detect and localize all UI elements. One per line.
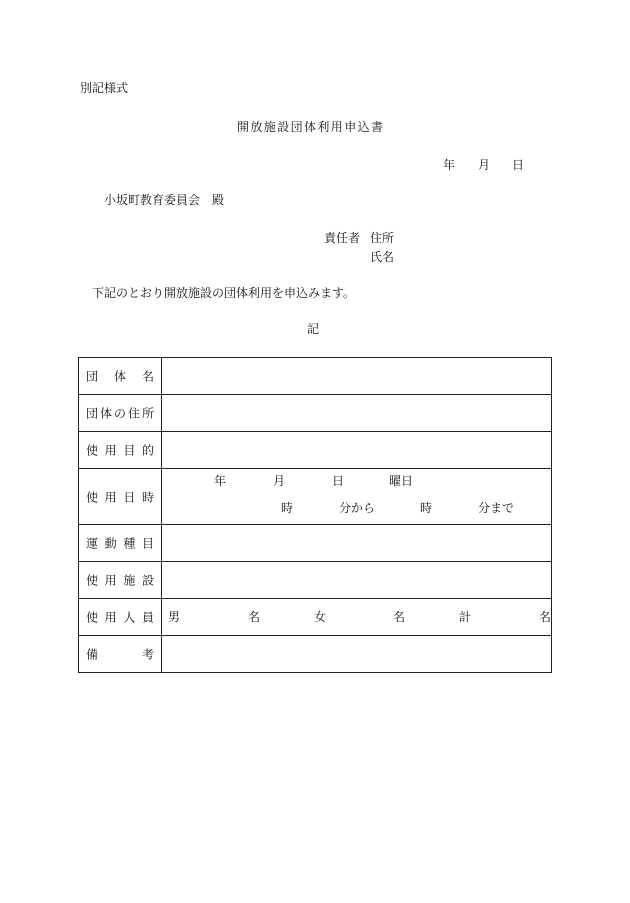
- field-datetime[interactable]: [162, 469, 552, 525]
- label-char: 日: [123, 490, 136, 504]
- label-char: 人: [123, 610, 136, 625]
- row-org-address: [79, 395, 552, 432]
- dt-hour-to: 時: [420, 501, 433, 515]
- row-org-name: [79, 358, 552, 395]
- field-purpose[interactable]: [162, 432, 552, 469]
- label-char: 所: [141, 406, 154, 421]
- label-char: 備: [86, 647, 99, 662]
- row-sport: [79, 525, 552, 562]
- label-char: 運: [86, 536, 99, 551]
- statement: 下記のとおり開放施設の団体利用を申込みます。: [92, 286, 356, 300]
- hc-total: 計: [459, 610, 472, 624]
- label-char: 用: [104, 573, 117, 588]
- date-month: 月: [478, 158, 491, 172]
- field-facility[interactable]: [162, 562, 552, 599]
- label-facility: [79, 562, 162, 599]
- dt-month: 月: [273, 474, 286, 488]
- label-char: 団: [86, 369, 99, 384]
- label-char: 使: [86, 573, 99, 588]
- label-char: 名: [141, 369, 154, 384]
- label-char: 種: [123, 536, 136, 551]
- dt-minute-to: 分まで: [478, 501, 515, 515]
- applicant-address-label: 住所: [370, 231, 395, 245]
- label-char: 目: [141, 536, 154, 551]
- label-headcount: [79, 599, 162, 636]
- label-char: 動: [104, 536, 117, 551]
- hc-male-unit: 名: [248, 610, 261, 624]
- dt-minute-from: 分から: [339, 501, 376, 515]
- field-remarks[interactable]: [162, 636, 552, 673]
- hc-total-unit: 名: [539, 610, 552, 624]
- label-char: 体: [99, 406, 112, 421]
- label-char: 団: [86, 406, 99, 421]
- form-title: 開放施設団体利用申込書: [237, 120, 385, 134]
- label-char: 的: [141, 443, 154, 458]
- label-char: 体: [113, 369, 126, 384]
- hc-female-unit: 名: [393, 610, 406, 624]
- row-remarks: [79, 636, 552, 673]
- label-char: 時: [141, 490, 154, 504]
- row-headcount: [79, 599, 552, 636]
- dt-weekday: 曜日: [389, 474, 414, 488]
- label-char: 設: [141, 573, 154, 588]
- label-char: 用: [104, 610, 117, 625]
- dt-hour-from: 時: [281, 501, 294, 515]
- label-char: 用: [104, 490, 117, 504]
- form-reference: 別記様式: [80, 81, 129, 95]
- field-headcount[interactable]: [162, 599, 552, 636]
- row-facility: [79, 562, 552, 599]
- dt-year: 年: [214, 474, 227, 488]
- label-remarks: [79, 636, 162, 673]
- label-char: 使: [86, 490, 99, 504]
- label-char: 用: [104, 443, 117, 458]
- date-day: 日: [512, 158, 525, 172]
- label-char: 員: [141, 610, 154, 625]
- label-char: 住: [127, 406, 140, 421]
- hc-male: 男: [168, 610, 181, 624]
- label-char: 使: [86, 443, 99, 458]
- label-purpose: [79, 432, 162, 469]
- label-sport: [79, 525, 162, 562]
- row-datetime: [79, 469, 552, 525]
- addressee: 小坂町教育委員会 殿: [104, 193, 225, 207]
- applicant-role: 責任者: [324, 231, 361, 245]
- applicant-name-label: 氏名: [370, 250, 395, 264]
- application-table: [78, 357, 552, 673]
- label-char: 施: [123, 573, 136, 588]
- hc-female: 女: [314, 610, 327, 624]
- label-char: 考: [141, 647, 154, 662]
- row-purpose: [79, 432, 552, 469]
- label-org-address: [79, 395, 162, 432]
- field-org-address[interactable]: [162, 395, 552, 432]
- label-datetime: [79, 469, 162, 525]
- date-year: 年: [443, 158, 456, 172]
- label-org-name: [79, 358, 162, 395]
- ki-heading: 記: [307, 322, 320, 336]
- field-sport[interactable]: [162, 525, 552, 562]
- dt-day: 日: [332, 474, 345, 488]
- label-char: 使: [86, 610, 99, 625]
- field-org-name[interactable]: [162, 358, 552, 395]
- label-char: の: [113, 406, 126, 421]
- label-char: 目: [123, 443, 136, 458]
